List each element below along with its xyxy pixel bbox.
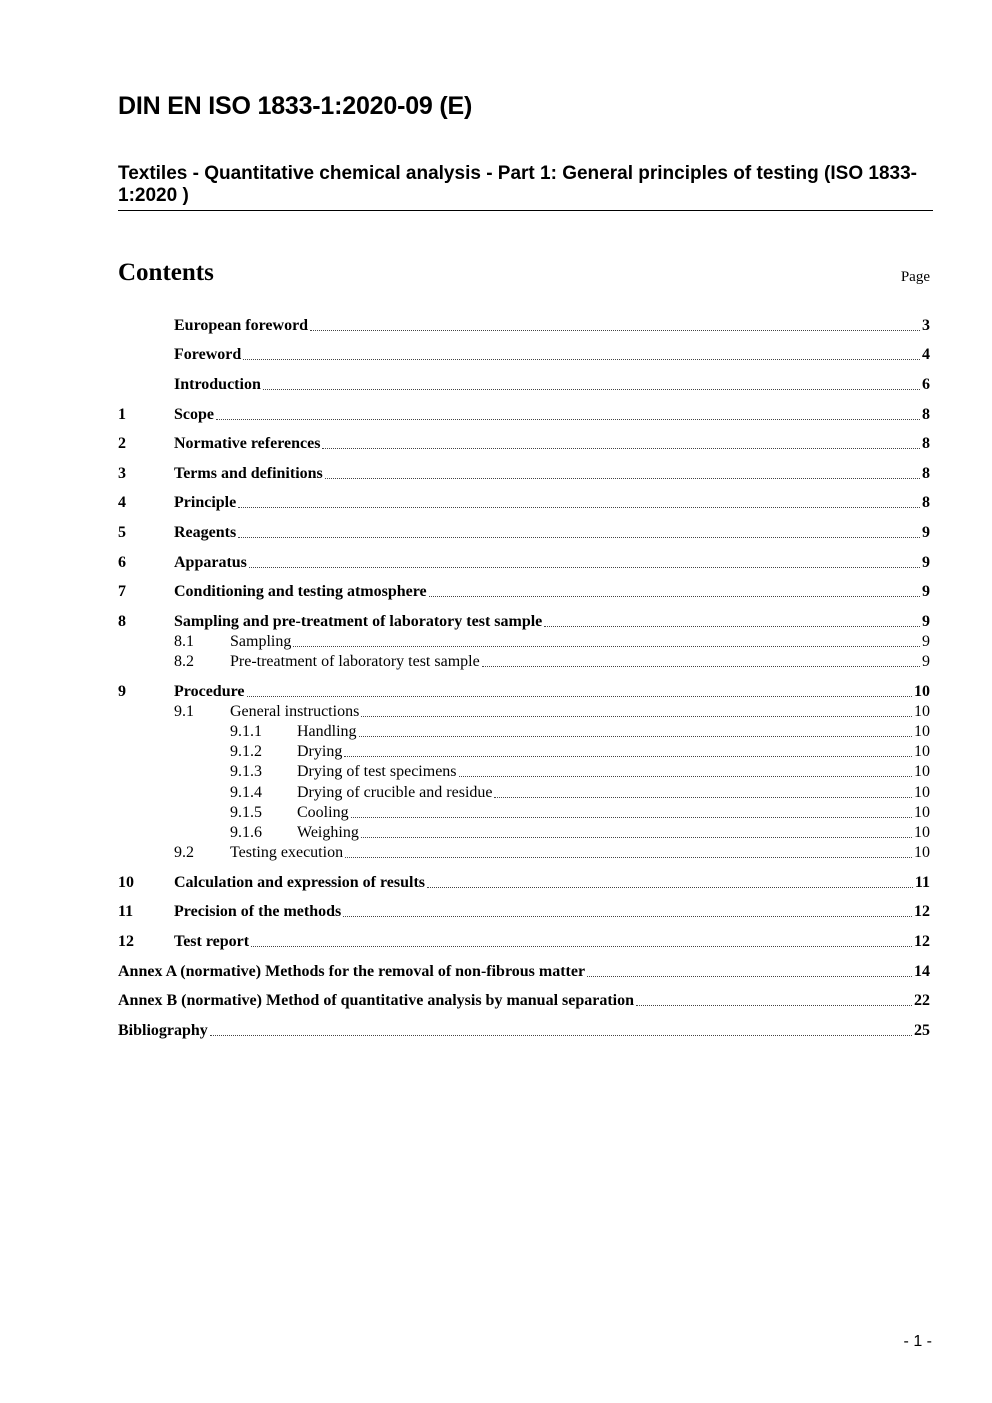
toc-entry[interactable] [118,991,930,1011]
toc-entry-title: Bibliography [118,1022,208,1039]
toc-entry-number: 10 [118,874,134,891]
toc-entry-title: Pre-treatment of laboratory test sample [230,653,480,670]
toc-dot-leader [361,836,912,838]
toc-dot-leader [359,735,912,737]
toc-entry-number: 1 [118,406,126,423]
toc-entry[interactable] [118,843,930,863]
toc-dot-leader [238,536,920,538]
toc-dot-leader [322,447,920,449]
toc-dot-leader [325,477,920,479]
toc-entry-page: 10 [914,804,930,821]
toc-entry[interactable] [118,742,930,762]
toc-entry[interactable] [118,405,930,425]
toc-entry[interactable] [118,464,930,484]
toc-entry-page: 10 [914,763,930,780]
toc-entry-title: Weighing [297,824,359,841]
toc-dot-leader [427,886,913,888]
toc-entry-page: 9 [922,653,930,670]
toc-entry[interactable] [118,762,930,782]
toc-entry-number: 9.1.3 [230,763,262,780]
toc-entry[interactable] [118,722,930,742]
toc-entry-number: 9.1 [174,703,194,720]
toc-entry-page: 12 [914,933,930,950]
toc-entry-title: Testing execution [230,844,344,861]
toc-entry-title: Drying of test specimens [297,763,457,780]
toc-entry-title: Foreword [174,346,242,363]
toc-entry[interactable] [118,932,930,952]
toc-dot-leader [361,715,912,717]
toc-entry-page: 9 [922,633,930,650]
toc-entry-number: 8 [118,613,126,630]
toc-entry[interactable] [118,345,930,365]
toc-entry-page: 10 [914,824,930,841]
toc-entry-page: 10 [914,784,930,801]
toc-entry-page: 12 [914,903,930,920]
toc-dot-leader [216,418,920,420]
toc-entry-page: 9 [922,524,930,541]
toc-entry-title: Sampling and pre-treatment of laboratory test sample [174,613,543,630]
toc-entry-title: Annex A (normative) Methods for the removal of non-fibrous matter [118,963,586,980]
toc-entry-title: Terms and definitions [174,465,323,482]
toc-entry-page: 10 [914,683,930,700]
toc-entry[interactable] [118,493,930,513]
toc-dot-leader [263,388,920,390]
toc-dot-leader [544,625,920,627]
toc-entry-number: 12 [118,933,134,950]
toc-entry[interactable] [118,612,930,632]
toc-dot-leader [210,1034,912,1036]
toc-entry[interactable] [118,632,930,652]
toc-entry-title: Reagents [174,524,237,541]
toc-entry-title: Sampling [230,633,292,650]
toc-entry-title: Procedure [174,683,245,700]
document-subtitle: Textiles - Quantitative chemical analysis - Part 1: General principles of testing (ISO 1833-1:2020 ) [118,163,917,206]
toc-entry[interactable] [118,434,930,454]
toc-entry-page: 10 [914,723,930,740]
toc-entry[interactable] [118,902,930,922]
toc-entry[interactable] [118,523,930,543]
toc-entry-title: Introduction [174,376,261,393]
toc-dot-leader [344,755,912,757]
toc-dot-leader [293,645,920,647]
toc-entry-page: 9 [922,613,930,630]
toc-dot-leader [310,329,920,331]
toc-entry-page: 9 [922,554,930,571]
toc-entry-title: Scope [174,406,214,423]
toc-entry[interactable] [118,316,930,336]
toc-entry[interactable] [118,823,930,843]
toc-entry-title: Principle [174,494,237,511]
toc-entry-page: 9 [922,583,930,600]
toc-entry-number: 9.1.4 [230,784,262,801]
toc-entry[interactable] [118,682,930,702]
toc-dot-leader [238,506,920,508]
toc-entry[interactable] [118,873,930,893]
footer-page-number: - 1 - [903,1333,932,1350]
toc-entry-page: 11 [914,874,930,891]
toc-entry-number: 6 [118,554,126,571]
toc-dot-leader [459,775,912,777]
toc-entry[interactable] [118,1021,930,1041]
toc-entry-page: 25 [914,1022,930,1039]
toc-entry[interactable] [118,962,930,982]
toc-entry-page: 4 [922,346,930,363]
toc-entry[interactable] [118,783,930,803]
toc-entry-number: 9.1.1 [230,723,262,740]
toc-entry-page: 10 [914,743,930,760]
toc-entry-number: 9.2 [174,844,194,861]
toc-entry[interactable] [118,652,930,672]
toc-entry-title: Drying of crucible and residue [297,784,493,801]
toc-entry-title: Conditioning and testing atmosphere [174,583,427,600]
toc-entry-page: 3 [922,317,930,334]
document-id: DIN EN ISO 1833-1:2020-09 (E) [118,92,473,120]
toc-entry[interactable] [118,803,930,823]
toc-entry-page: 6 [922,376,930,393]
toc-entry-number: 9.1.2 [230,743,262,760]
toc-entry-title: Annex B (normative) Method of quantitative analysis by manual separation [118,992,635,1009]
toc-entry-page: 22 [914,992,930,1009]
page-column-label: Page [900,269,930,285]
toc-entry-title: Cooling [297,804,349,821]
toc-entry-page: 14 [914,963,930,980]
toc-dot-leader [636,1004,912,1006]
toc-entry-number: 9 [118,683,126,700]
toc-entry-number: 11 [118,903,134,920]
toc-dot-leader [587,975,912,977]
toc-entry-number: 9.1.6 [230,824,262,841]
contents-heading: Contents [118,259,214,286]
toc-entry-number: 7 [118,583,126,600]
toc-dot-leader [251,945,912,947]
toc-entry-number: 5 [118,524,126,541]
toc-entry-title: General instructions [230,703,360,720]
toc-entry-page: 10 [914,703,930,720]
toc-entry-page: 8 [922,435,930,452]
toc-entry-page: 8 [922,494,930,511]
toc-entry[interactable] [118,702,930,722]
toc-entry[interactable] [118,375,930,395]
header-rule [118,210,933,211]
toc-entry-title: Calculation and expression of results [174,874,425,891]
toc-entry[interactable] [118,553,930,573]
toc-dot-leader [243,358,920,360]
toc-entry-number: 8.1 [174,633,194,650]
toc-entry-page: 8 [922,406,930,423]
toc-entry-title: European foreword [174,317,309,334]
toc-entry[interactable] [118,582,930,602]
toc-entry-title: Test report [174,933,250,950]
toc-entry-page: 8 [922,465,930,482]
toc-entry-page: 10 [914,844,930,861]
toc-entry-title: Precision of the methods [174,903,342,920]
toc-entry-number: 8.2 [174,653,194,670]
toc-entry-number: 3 [118,465,126,482]
toc-dot-leader [351,816,912,818]
toc-entry-title: Handling [297,723,357,740]
toc-dot-leader [345,856,912,858]
toc-entry-number: 4 [118,494,126,511]
toc-dot-leader [247,695,913,697]
toc-dot-leader [494,796,912,798]
toc-dot-leader [429,595,920,597]
toc-entry-number: 2 [118,435,126,452]
toc-entry-title: Drying [297,743,343,760]
toc-entry-title: Normative references [174,435,321,452]
toc-dot-leader [249,566,920,568]
toc-dot-leader [482,665,920,667]
toc-entry-title: Apparatus [174,554,247,571]
toc-dot-leader [343,915,912,917]
toc-entry-number: 9.1.5 [230,804,262,821]
